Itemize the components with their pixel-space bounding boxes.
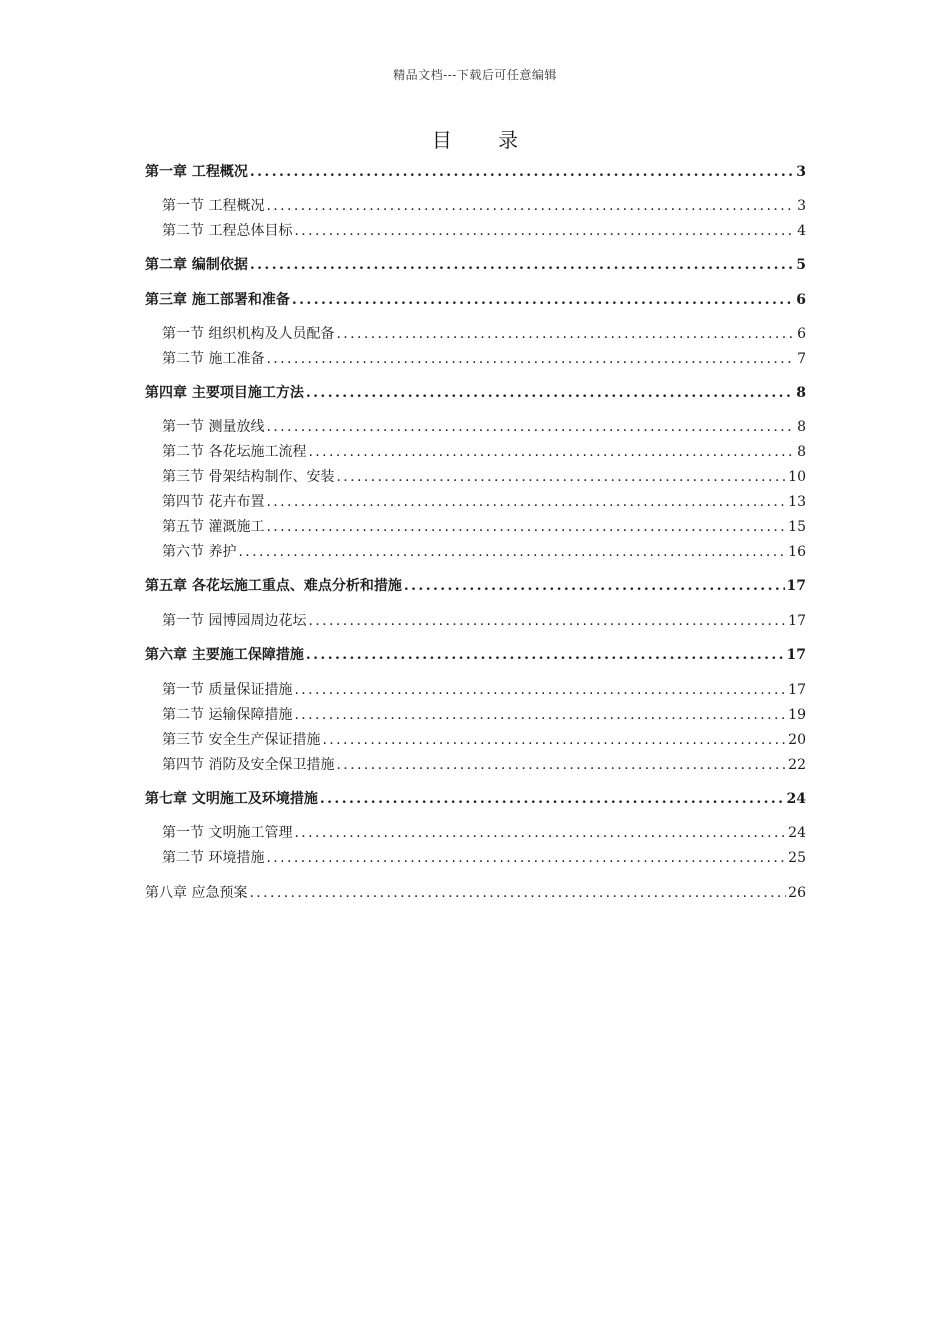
toc-leader-dots	[294, 705, 786, 725]
toc-leader-dots	[294, 680, 786, 700]
toc-entry-chapter-8[interactable]	[145, 883, 806, 903]
toc-entry-label: 第二节 工程总体目标	[162, 223, 293, 239]
toc-entry-label: 第二节 环境措施	[162, 850, 265, 866]
toc-leader-dots	[294, 823, 786, 843]
toc-leader-dots	[292, 290, 794, 310]
toc-entry-page: 7	[797, 351, 806, 367]
toc-leader-dots	[306, 645, 785, 665]
toc-entry-page: 17	[786, 647, 806, 663]
toc-entry-page: 8	[797, 444, 806, 460]
toc-entry-label: 第三节 骨架结构制作、安装	[162, 469, 335, 485]
toc-leader-dots	[320, 789, 785, 809]
toc-entry-section[interactable]	[162, 196, 806, 216]
toc-entry-section[interactable]	[162, 680, 806, 700]
toc-entry-chapter-7[interactable]	[145, 789, 806, 809]
toc-entry-chapter-4[interactable]	[145, 383, 806, 403]
toc-leader-dots	[294, 221, 795, 241]
toc-entry-page: 10	[788, 469, 806, 485]
toc-entry-page: 8	[797, 419, 806, 435]
toc-entry-label: 第一节 组织机构及人员配备	[162, 326, 335, 342]
toc-entry-section[interactable]	[162, 221, 806, 241]
toc-leader-dots	[266, 417, 795, 437]
toc-entry-label: 第二节 运输保障措施	[162, 707, 293, 723]
toc-entry-chapter-5[interactable]	[145, 576, 806, 596]
toc-entry-section[interactable]	[162, 492, 806, 512]
toc-leader-dots	[404, 576, 785, 596]
toc-entry-page: 19	[788, 707, 806, 723]
toc-leader-dots	[266, 517, 786, 537]
toc-entry-page: 8	[796, 385, 806, 401]
toc-entry-label: 第三章 施工部署和准备	[145, 292, 290, 308]
toc-entry-page: 17	[788, 682, 806, 698]
toc-leader-dots	[336, 324, 795, 344]
toc-entry-section[interactable]	[162, 542, 806, 562]
toc-leader-dots	[308, 442, 795, 462]
toc-entry-label: 第八章 应急预案	[145, 885, 248, 901]
page-header-note: 精品文档---下载后可任意编辑	[393, 68, 557, 82]
toc-entry-label: 第六节 养护	[162, 544, 237, 560]
toc-entry-section[interactable]	[162, 705, 806, 725]
toc-entry-page: 15	[788, 519, 806, 535]
toc-entry-label: 第七章 文明施工及环境措施	[145, 791, 318, 807]
toc-title: 目 录	[431, 128, 539, 152]
toc-entry-page: 17	[788, 613, 806, 629]
toc-leader-dots	[266, 196, 795, 216]
toc-entry-page: 3	[796, 164, 806, 180]
toc-entry-section[interactable]	[162, 417, 806, 437]
toc-entry-section[interactable]	[162, 611, 806, 631]
toc-entry-page: 26	[788, 885, 806, 901]
toc-entry-section[interactable]	[162, 755, 806, 775]
toc-leader-dots	[336, 467, 786, 487]
toc-leader-dots	[250, 255, 794, 275]
toc-entry-label: 第一节 质量保证措施	[162, 682, 293, 698]
toc-entry-page: 25	[788, 850, 806, 866]
toc-entry-section[interactable]	[162, 324, 806, 344]
toc-entry-label: 第一章 工程概况	[145, 164, 248, 180]
toc-entry-section[interactable]	[162, 848, 806, 868]
toc-entry-label: 第二节 施工准备	[162, 351, 265, 367]
toc-entry-page: 3	[797, 198, 806, 214]
toc-entry-page: 24	[786, 791, 806, 807]
toc-leader-dots	[266, 492, 786, 512]
toc-entry-label: 第四节 消防及安全保卫措施	[162, 757, 335, 773]
toc-entry-label: 第一节 园博园周边花坛	[162, 613, 307, 629]
toc-entry-chapter-6[interactable]	[145, 645, 806, 665]
toc-entry-page: 17	[786, 578, 806, 594]
toc-leader-dots	[250, 162, 794, 182]
toc-leader-dots	[249, 883, 786, 903]
toc-entry-label: 第一节 文明施工管理	[162, 825, 293, 841]
toc-leader-dots	[266, 349, 795, 369]
toc-entry-page: 22	[788, 757, 806, 773]
toc-entry-page: 24	[788, 825, 806, 841]
toc-entry-section[interactable]	[162, 823, 806, 843]
toc-entry-label: 第五章 各花坛施工重点、难点分析和措施	[145, 578, 402, 594]
toc-entry-section[interactable]	[162, 517, 806, 537]
toc-entry-section[interactable]	[162, 467, 806, 487]
toc-entry-page: 20	[788, 732, 806, 748]
toc-entry-chapter-2[interactable]	[145, 255, 806, 275]
toc-entry-section[interactable]	[162, 349, 806, 369]
toc-entry-label: 第一节 工程概况	[162, 198, 265, 214]
toc-leader-dots	[266, 848, 786, 868]
toc-entry-label: 第六章 主要施工保障措施	[145, 647, 304, 663]
toc-entry-label: 第二章 编制依据	[145, 257, 248, 273]
toc-entry-label: 第四章 主要项目施工方法	[145, 385, 304, 401]
toc-entry-page: 6	[797, 326, 806, 342]
toc-entry-label: 第五节 灌溉施工	[162, 519, 265, 535]
toc-leader-dots	[322, 730, 786, 750]
toc-leader-dots	[238, 542, 786, 562]
toc-entry-page: 16	[788, 544, 806, 560]
toc-leader-dots	[308, 611, 786, 631]
toc-leader-dots	[306, 383, 794, 403]
toc-entry-section[interactable]	[162, 442, 806, 462]
toc-entry-page: 13	[788, 494, 806, 510]
toc-entry-label: 第四节 花卉布置	[162, 494, 265, 510]
toc-entry-page: 4	[797, 223, 806, 239]
toc-entry-page: 6	[796, 292, 806, 308]
toc-entry-label: 第一节 测量放线	[162, 419, 265, 435]
toc-entry-label: 第三节 安全生产保证措施	[162, 732, 321, 748]
toc-leader-dots	[336, 755, 786, 775]
toc-entry-chapter-3[interactable]	[145, 290, 806, 310]
toc-entry-section[interactable]	[162, 730, 806, 750]
toc-entry-label: 第二节 各花坛施工流程	[162, 444, 307, 460]
toc-entry-chapter-1[interactable]	[145, 162, 806, 182]
toc-entry-page: 5	[796, 257, 806, 273]
